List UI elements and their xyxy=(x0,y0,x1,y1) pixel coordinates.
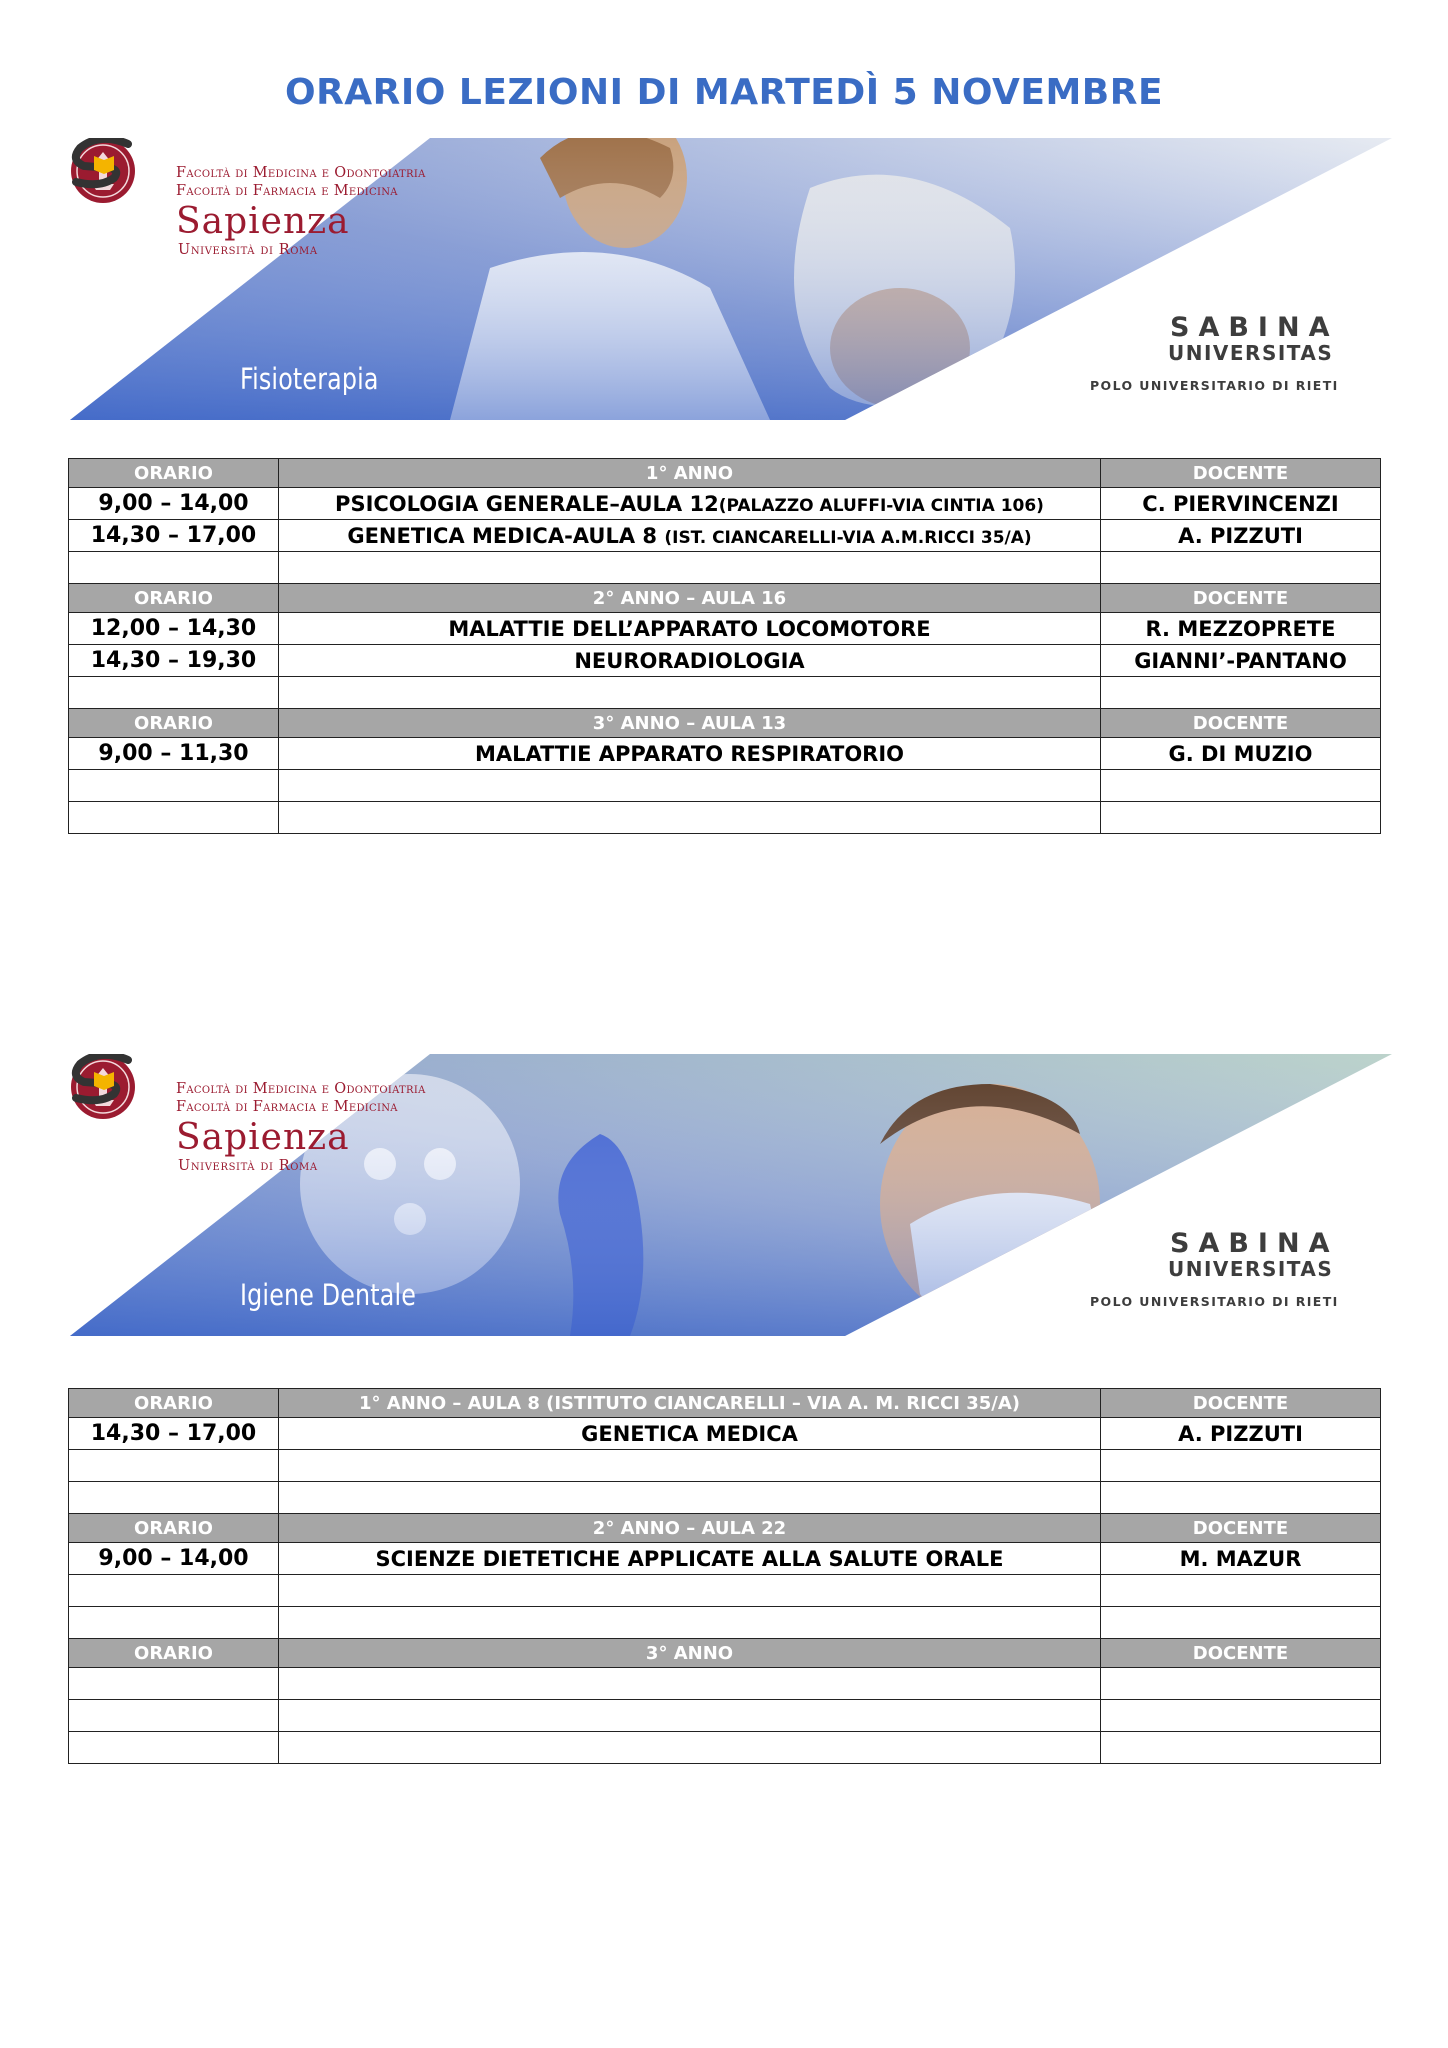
subject-text: PSICOLOGIA GENERALE–AULA 12 xyxy=(335,491,719,516)
sabina-logo-icon xyxy=(70,1054,134,1106)
time-cell xyxy=(69,1575,279,1607)
igiene-dentale-schedule-table xyxy=(68,1388,1381,1764)
sapienza-name: Sapienza xyxy=(176,1117,350,1158)
time-cell: 9,00 – 11,30 xyxy=(69,738,279,770)
table-row xyxy=(69,1543,1381,1575)
table-row xyxy=(69,802,1381,834)
teacher-cell xyxy=(1101,1700,1381,1732)
teacher-cell xyxy=(1101,1668,1381,1700)
time-cell xyxy=(69,770,279,802)
header-docente: DOCENTE xyxy=(1101,459,1381,488)
header-year: 2° ANNO – AULA 16 xyxy=(279,584,1101,613)
subject-cell xyxy=(279,1668,1101,1700)
teacher-cell: M. MAZUR xyxy=(1101,1543,1381,1575)
teacher-cell xyxy=(1101,677,1381,709)
table-row xyxy=(69,488,1381,520)
fisioterapia-banner xyxy=(70,138,1392,420)
table-row xyxy=(69,1482,1381,1514)
page-title: ORARIO LEZIONI DI MARTEDÌ 5 NOVEMBRE xyxy=(284,72,1164,113)
time-cell xyxy=(69,677,279,709)
faculty-line: Facoltà di Medicina e Odontoiatria xyxy=(176,165,426,181)
time-cell xyxy=(69,1450,279,1482)
time-cell xyxy=(69,1607,279,1639)
polo-label: POLO UNIVERSITARIO DI RIETI xyxy=(1090,378,1339,393)
teacher-cell: GIANNI’-PANTANO xyxy=(1101,645,1381,677)
table-row xyxy=(69,770,1381,802)
teacher-cell: A. PIZZUTI xyxy=(1101,520,1381,552)
sapienza-subtitle: Università di Roma xyxy=(178,242,318,258)
subject-cell xyxy=(279,1575,1101,1607)
subject-cell xyxy=(279,1732,1101,1764)
time-cell xyxy=(69,1482,279,1514)
table-row xyxy=(69,1575,1381,1607)
time-cell: 14,30 – 19,30 xyxy=(69,645,279,677)
table-header-row xyxy=(69,1639,1381,1668)
faculty-lines xyxy=(176,164,426,200)
teacher-cell: A. PIZZUTI xyxy=(1101,1418,1381,1450)
faculty-line: Facoltà di Farmacia e Medicina xyxy=(176,183,398,199)
subject-cell xyxy=(279,1450,1101,1482)
teacher-cell xyxy=(1101,802,1381,834)
teacher-cell xyxy=(1101,1607,1381,1639)
sabina-wordmark: SABINA xyxy=(1170,1228,1339,1259)
subject-cell xyxy=(279,1482,1101,1514)
table-row xyxy=(69,552,1381,584)
time-cell: 14,30 – 17,00 xyxy=(69,520,279,552)
subject-cell xyxy=(279,1700,1101,1732)
subject-cell xyxy=(279,802,1101,834)
igiene-dentale-banner xyxy=(70,1054,1392,1336)
subject-cell xyxy=(279,770,1101,802)
header-orario: ORARIO xyxy=(69,709,279,738)
table-header-row xyxy=(69,1389,1381,1418)
subject-cell xyxy=(279,520,1101,552)
header-year: 3° ANNO – AULA 13 xyxy=(279,709,1101,738)
subject-cell: GENETICA MEDICA xyxy=(279,1418,1101,1450)
subject-cell xyxy=(279,677,1101,709)
table-row xyxy=(69,645,1381,677)
header-year: 1° ANNO xyxy=(279,459,1101,488)
teacher-cell xyxy=(1101,1575,1381,1607)
faculty-line: Facoltà di Medicina e Odontoiatria xyxy=(176,1081,426,1097)
universitas-wordmark: UNIVERSITAS xyxy=(1168,341,1334,365)
subject-cell xyxy=(279,488,1101,520)
table-row xyxy=(69,1607,1381,1639)
subject-cell: NEURORADIOLOGIA xyxy=(279,645,1101,677)
header-year: 3° ANNO xyxy=(279,1639,1101,1668)
header-orario: ORARIO xyxy=(69,1514,279,1543)
time-cell xyxy=(69,552,279,584)
teacher-cell xyxy=(1101,1450,1381,1482)
header-docente: DOCENTE xyxy=(1101,709,1381,738)
subject-cell: SCIENZE DIETETICHE APPLICATE ALLA SALUTE ORALE xyxy=(279,1543,1101,1575)
header-orario: ORARIO xyxy=(69,584,279,613)
subject-cell: MALATTIE APPARATO RESPIRATORIO xyxy=(279,738,1101,770)
sapienza-subtitle: Università di Roma xyxy=(178,1158,318,1174)
teacher-cell xyxy=(1101,1482,1381,1514)
time-cell: 9,00 – 14,00 xyxy=(69,488,279,520)
table-row xyxy=(69,677,1381,709)
table-row xyxy=(69,613,1381,645)
time-cell: 12,00 – 14,30 xyxy=(69,613,279,645)
fisioterapia-schedule-table xyxy=(68,458,1381,834)
table-row xyxy=(69,1700,1381,1732)
table-header-row xyxy=(69,1514,1381,1543)
table-row xyxy=(69,520,1381,552)
teacher-cell xyxy=(1101,1732,1381,1764)
course-label: Igiene Dentale xyxy=(240,1278,417,1312)
teacher-cell: G. DI MUZIO xyxy=(1101,738,1381,770)
sabina-logo-icon xyxy=(70,138,134,190)
time-cell xyxy=(69,802,279,834)
time-cell: 9,00 – 14,00 xyxy=(69,1543,279,1575)
subject-location: (PALAZZO ALUFFI-VIA CINTIA 106) xyxy=(718,495,1044,516)
teacher-cell: C. PIERVINCENZI xyxy=(1101,488,1381,520)
time-cell xyxy=(69,1732,279,1764)
table-row xyxy=(69,1450,1381,1482)
subject-cell: MALATTIE DELL’APPARATO LOCOMOTORE xyxy=(279,613,1101,645)
header-orario: ORARIO xyxy=(69,1389,279,1418)
time-cell: 14,30 – 17,00 xyxy=(69,1418,279,1450)
header-docente: DOCENTE xyxy=(1101,1639,1381,1668)
time-cell xyxy=(69,1668,279,1700)
polo-label: POLO UNIVERSITARIO DI RIETI xyxy=(1090,1294,1339,1309)
header-docente: DOCENTE xyxy=(1101,1389,1381,1418)
universitas-wordmark: UNIVERSITAS xyxy=(1168,1257,1334,1281)
sabina-wordmark: SABINA xyxy=(1170,312,1339,343)
subject-cell xyxy=(279,1607,1101,1639)
teacher-cell xyxy=(1101,770,1381,802)
table-row xyxy=(69,1418,1381,1450)
header-orario: ORARIO xyxy=(69,459,279,488)
faculty-line: Facoltà di Farmacia e Medicina xyxy=(176,1099,398,1115)
time-cell xyxy=(69,1700,279,1732)
header-docente: DOCENTE xyxy=(1101,1514,1381,1543)
table-header-row xyxy=(69,459,1381,488)
table-row xyxy=(69,1668,1381,1700)
table-row xyxy=(69,1732,1381,1764)
course-label: Fisioterapia xyxy=(240,362,379,396)
sapienza-name: Sapienza xyxy=(176,201,350,242)
teacher-cell: R. MEZZOPRETE xyxy=(1101,613,1381,645)
header-docente: DOCENTE xyxy=(1101,584,1381,613)
table-header-row xyxy=(69,584,1381,613)
header-year: 2° ANNO – AULA 22 xyxy=(279,1514,1101,1543)
header-year: 1° ANNO – AULA 8 (ISTITUTO CIANCARELLI – VIA A. M. RICCI 35/A) xyxy=(279,1389,1101,1418)
table-row xyxy=(69,738,1381,770)
faculty-lines xyxy=(176,1080,426,1116)
subject-cell xyxy=(279,552,1101,584)
subject-text: GENETICA MEDICA-AULA 8 xyxy=(347,523,665,548)
table-header-row xyxy=(69,709,1381,738)
header-orario: ORARIO xyxy=(69,1639,279,1668)
teacher-cell xyxy=(1101,552,1381,584)
subject-location: (IST. CIANCARELLI-VIA A.M.RICCI 35/A) xyxy=(664,527,1032,548)
